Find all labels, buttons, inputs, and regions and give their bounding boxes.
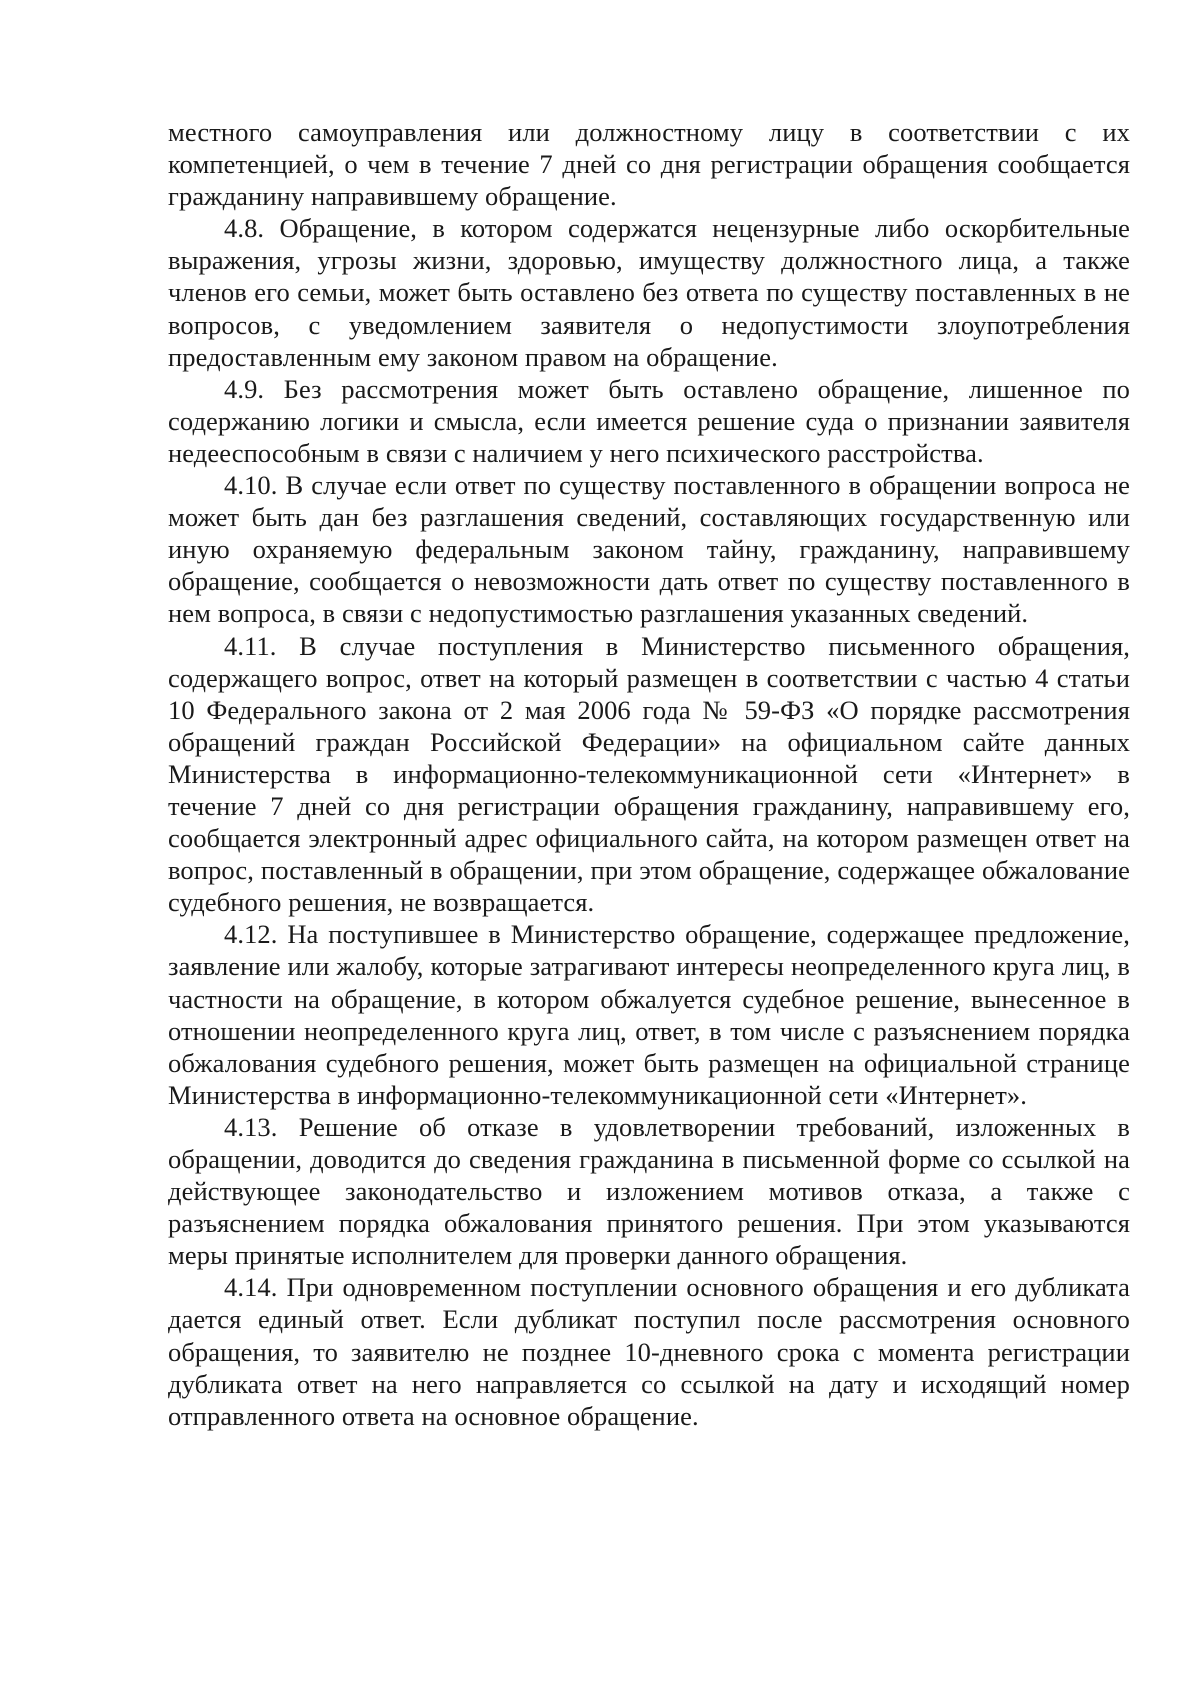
paragraph-4-14: 4.14. При одновременном поступлении основного обращения и его дубликата дается единый ответ. Если дубликат поступил после рассмотрения основного обращения, то заявителю не позднее 10-дневного срока с момента регистрации дубликата ответ на него направляется со ссылкой на дату и исходящий номер отправленного ответа на основное обращение. [168, 1272, 1130, 1431]
paragraph-4-10: 4.10. В случае если ответ по существу поставленного в обращении вопроса не может быть дан без разглашения сведений, составляющих государственную или иную охраняемую федеральным законом тайну, гражданину, направившему обращение, сообщается о невозможности дать ответ по существу поставленного в нем вопроса, в связи с недопустимостью разглашения указанных сведений. [168, 470, 1130, 629]
paragraph-4-13: 4.13. Решение об отказе в удовлетворении требований, изложенных в обращении, доводится до сведения гражданина в письменной форме со ссылкой на действующее законодательство и изложением мотивов отказа, а также с разъяснением порядка обжалования принятого решения. При этом указываются меры принятые исполнителем для проверки данного обращения. [168, 1111, 1130, 1271]
paragraph-4-8: 4.8. Обращение, в котором содержатся нецензурные либо оскорбительные выражения, угрозы жизни, здоровью, имуществу должностного лица, а также членов его семьи, может быть оставлено без ответа по существу поставленных в не вопросов, с уведомлением заявителя о недопустимости злоупотребления предоставленным ему законом правом на обращение. [168, 213, 1130, 372]
paragraph-4-9: 4.9. Без рассмотрения может быть оставлено обращение, лишенное по содержанию логики и смысла, если имеется решение суда о признании заявителя недееспособным в связи с наличием у него психического расстройства. [168, 373, 1130, 468]
paragraph-4-12: 4.12. На поступившее в Министерство обращение, содержащее предложение, заявление или жалобу, которые затрагивают интересы неопределенного круга лиц, в частности на обращение, в котором обжалуется судебное решение, вынесенное в отношении неопределенного круга лиц, ответ, в том числе с разъяснением порядка обжалования судебного решения, может быть размещен на официальной странице Министерства в информационно-телекоммуникационной сети «Интернет». [168, 919, 1130, 1110]
paragraph-4-11: 4.11. В случае поступления в Министерство письменного обращения, содержащего вопрос, ответ на который размещен в соответствии с частью 4 статьи 10 Федерального закона от 2 мая 2006 года № 59-ФЗ «О порядке рассмотрения обращений граждан Российской Федерации» на официальном сайте данных Министерства в информационно-телекоммуникационной сети «Интернет» в течение 7 дней со дня регистрации обращения гражданину, направившему его, сообщается электронный адрес официального сайта, на котором размещен ответ на вопрос, поставленный в обращении, при этом обращение, содержащее обжалование судебного решения, не возвращается. [168, 630, 1130, 918]
document-body [168, 116, 1130, 1432]
paragraph-continuation: местного самоуправления или должностному лицу в соответствии с их компетенцией, о чем в течение 7 дней со дня регистрации обращения сообщается гражданину направившему обращение. [168, 117, 1130, 212]
